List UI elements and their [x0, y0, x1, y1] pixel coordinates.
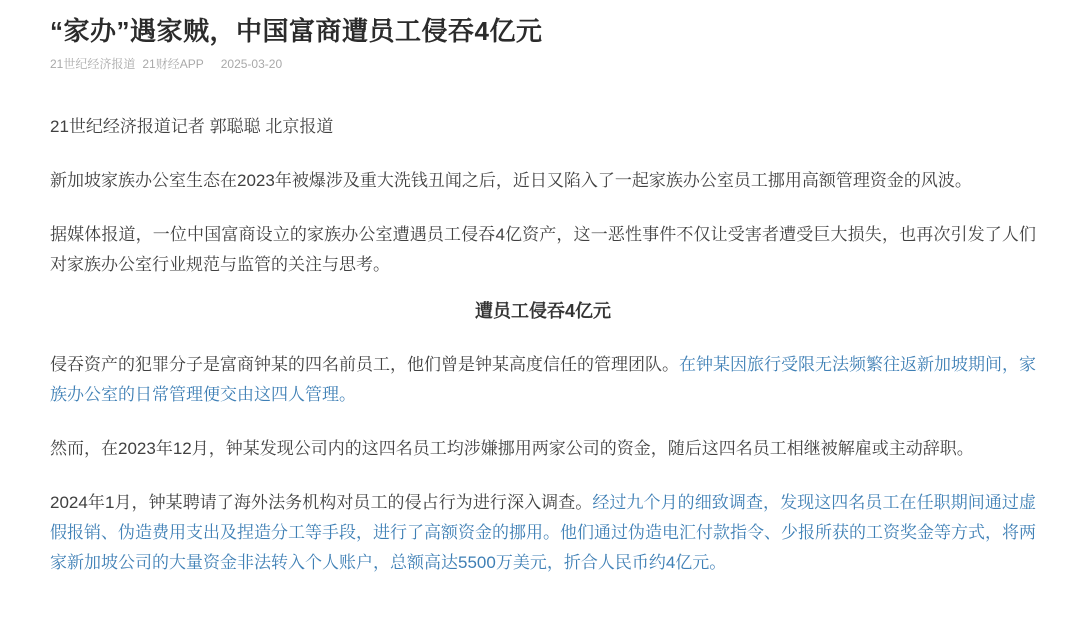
- paragraph-discovery: 然而，在2023年12月，钟某发现公司内的这四名员工均涉嫌挪用两家公司的资金，随后这四名员工相继被解雇或主动辞职。: [50, 439, 974, 458]
- section-heading: 遭员工侵吞4亿元: [474, 301, 611, 321]
- source-name-primary: 21世纪经济报道: [50, 57, 136, 71]
- paragraph-media-report: 据媒体报道，一位中国富商设立的家族办公室遭遇员工侵吞4亿资产，这一恶性事件不仅让受害者遭受巨大损失，也再次引发了人们对家族办公室行业规范与监管的关注与思考。: [50, 225, 1036, 274]
- paragraph-investigation-highlighted-text: 经过九个月的细致调查，发现这四名员工在任职期间通过虚假报销、伪造费用支出及捏造分工等手段，进行了高额资金的挪用。他们通过伪造电汇付款指令、少报所获的工资奖金等方式，将两家新加坡公司的大量资金非法转入个人账户，总额高达5500万美元，折合人民币约4亿元。: [50, 493, 1037, 572]
- article-title: “家办”遇家贼，中国富商遭员工侵吞4亿元: [50, 16, 543, 46]
- paragraph-culprits: [50, 350, 1036, 410]
- paragraph-background: 新加坡家族办公室生态在2023年被爆涉及重大洗钱丑闻之后，近日又陷入了一起家族办公室员工挪用高额管理资金的风波。: [50, 171, 972, 190]
- paragraph-investigation-plain-text: 2024年1月，钟某聘请了海外法务机构对员工的侵占行为进行深入调查。: [50, 493, 593, 512]
- paragraph-culprits-highlighted-text: 在钟某因旅行受限无法频繁往返新加坡期间，家族办公室的日常管理便交由这四人管理。: [50, 355, 1036, 404]
- publish-date: 2025-03-20: [220, 57, 283, 71]
- paragraph-culprits-plain-text: 侵吞资产的犯罪分子是富商钟某的四名前员工，他们曾是钟某高度信任的管理团队。: [50, 355, 679, 374]
- source-name-app: 21财经APP: [142, 57, 204, 71]
- reporter-byline: 21世纪经济报道记者 郭聪聪 北京报道: [50, 117, 334, 136]
- paragraph-investigation: [50, 488, 1036, 578]
- article-meta: [50, 56, 1036, 72]
